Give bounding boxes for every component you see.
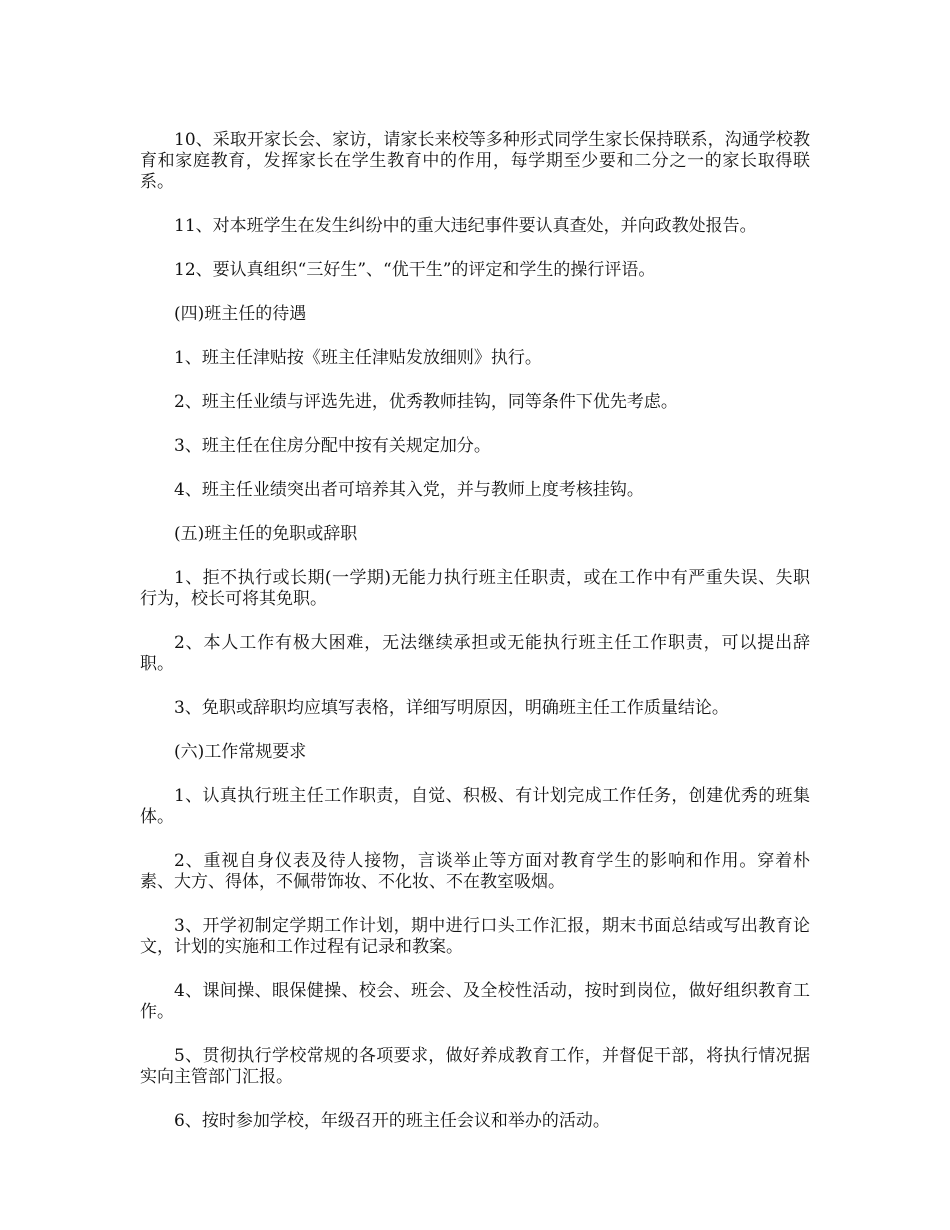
treatment-item-1: 1、班主任津贴按《班主任津贴发放细则》执行。 — [174, 348, 542, 368]
paragraph-item-11: 11、对本班学生在发生纠纷中的重大违纪事件要认真查处，并向政教处报告。 — [174, 216, 757, 236]
routine-item-6: 6、按时参加学校，年级召开的班主任会议和举办的活动。 — [174, 1111, 610, 1131]
routine-item-3: 3、开学初制定学期工作计划，期中进行口头工作汇报，期末书面总结或写出教育论文，计划的实施和工作过程有记录和教案。 — [140, 916, 810, 957]
dismissal-item-1: 1、拒不执行或长期(一学期)无能力执行班主任职责，或在工作中有严重失误、失职行为，校长可将其免职。 — [140, 568, 810, 609]
dismissal-item-3: 3、免职或辞职均应填写表格，详细写明原因，明确班主任工作质量结论。 — [174, 698, 729, 718]
treatment-item-3: 3、班主任在住房分配中按有关规定加分。 — [174, 436, 491, 456]
routine-item-4: 4、课间操、眼保健操、校会、班会、及全校性活动，按时到岗位，做好组织教育工作。 — [140, 981, 810, 1022]
paragraph-item-12: 12、要认真组织“三好生”、“优干生”的评定和学生的操行评语。 — [174, 260, 656, 280]
routine-item-1: 1、认真执行班主任工作职责，自觉、积极、有计划完成工作任务，创建优秀的班集体。 — [140, 786, 810, 827]
paragraph-item-10: 10、采取开家长会、家访，请家长来校等多种形式同学生家长保持联系，沟通学校教育和家庭教育，发挥家长在学生教育中的作用，每学期至少要和二分之一的家长取得联系。 — [140, 130, 810, 192]
dismissal-item-2: 2、本人工作有极大困难，无法继续承担或无能执行班主任工作职责，可以提出辞职。 — [140, 633, 810, 674]
treatment-item-4: 4、班主任业绩突出者可培养其入党，并与教师上度考核挂钩。 — [174, 480, 644, 500]
section-heading-treatment: (四)班主任的待遇 — [174, 304, 307, 324]
treatment-item-2: 2、班主任业绩与评选先进，优秀教师挂钩，同等条件下优先考虑。 — [174, 392, 678, 412]
document-body — [140, 130, 810, 1155]
routine-item-5: 5、贯彻执行学校常规的各项要求，做好养成教育工作，并督促干部，将执行情况据实向主管部门汇报。 — [140, 1046, 810, 1087]
section-heading-routine: (六)工作常规要求 — [174, 742, 307, 762]
routine-item-2: 2、重视自身仪表及待人接物，言谈举止等方面对教育学生的影响和作用。穿着朴素、大方、得体，不佩带饰妆、不化妆、不在教室吸烟。 — [140, 851, 810, 892]
section-heading-dismissal: (五)班主任的免职或辞职 — [174, 524, 358, 544]
